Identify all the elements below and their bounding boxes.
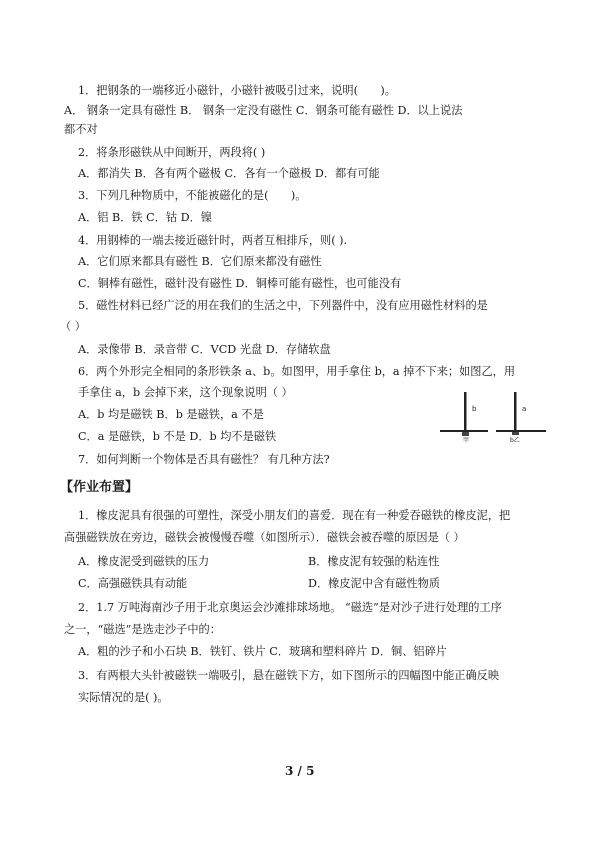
question-2-options: A．都消失 B．各有两个磁极 C．各有一个磁极 D．都有可能	[78, 167, 380, 180]
question-5-blank: （ ）	[60, 320, 86, 333]
homework-1-option-a: A．橡皮泥受到磁铁的压力	[78, 555, 210, 568]
question-7: 7．如何判断一个物体是否具有磁性？ 有几种方法?	[78, 453, 330, 466]
homework-3-cont: 实际情况的是( )。	[78, 691, 169, 704]
page-number: 3 / 5	[285, 764, 315, 778]
question-5: 5．磁性材料已经广泛的用在我们的生活之中，下列器件中，没有应用磁性材料的是	[78, 299, 488, 312]
question-6-options-ab: A．b 均是磁铁 B．b 是磁铁，a 不是	[78, 408, 264, 421]
table-left	[440, 430, 488, 432]
question-4-options-cd: C．铜棒有磁性，磁针没有磁性 D．铜棒可能有磁性，也可能没有	[78, 277, 402, 290]
question-4-options-ab: A．它们原来都具有磁性 B．它们原来都没有磁性	[78, 255, 322, 268]
table-right	[496, 430, 546, 432]
homework-1: 1．橡皮泥具有很强的可塑性，深受小朋友们的喜爱．现在有一种爱吞磁铁的橡皮泥，把	[78, 509, 511, 522]
homework-2-options: A．粗的沙子和小石块 B．铁钉、铁片 C．玻璃和塑料碎片 D．铜、铝碎片	[78, 645, 447, 658]
section-title: 【作业布置】	[60, 480, 139, 495]
magnet-figure	[436, 384, 548, 444]
homework-2: 2．1.7 万吨海南沙子用于北京奥运会沙滩排球场地。 “磁选”是对沙子进行处理的工序	[78, 601, 502, 614]
bar-b-left	[464, 392, 467, 430]
label-b-left: b	[472, 405, 477, 413]
homework-2-cont: 之一，“磁选”是选走沙子中的：	[64, 623, 221, 636]
bar-b-right	[512, 432, 519, 435]
caption-left: 甲	[463, 437, 470, 444]
question-1-options: A． 钢条一定具有磁性 B． 钢条一定没有磁性 C．钢条可能有磁性 D．以上说法	[64, 104, 463, 117]
question-3: 3．下列几种物质中，不能被磁化的是( )。	[78, 189, 307, 202]
question-1: 1．把钢条的一端移近小磁针，小磁针被吸引过来，说明( )。	[78, 84, 396, 97]
label-a-right: a	[522, 405, 527, 413]
homework-1-option-d: D．橡皮泥中含有磁性物质	[308, 577, 441, 590]
bar-a-right	[514, 392, 517, 430]
question-3-options: A．铝 B．铁 C．钴 D．镍	[78, 211, 212, 224]
question-2: 2．将条形磁铁从中间断开，两段将( )	[78, 146, 266, 159]
question-6: 6．两个外形完全相同的条形铁条 a、b。如图甲，用手拿住 b，a 掉不下来；如图乙，用	[78, 365, 516, 378]
question-5-options: A．录像带 B．录音带 C．VCD 光盘 D．存储软盘	[78, 343, 331, 356]
homework-1-option-b: B．橡皮泥有较强的粘连性	[308, 555, 440, 568]
question-1-options-cont: 都不对	[64, 123, 98, 136]
caption-right: b乙	[510, 437, 520, 444]
question-6-options-cd: C．a 是磁铁，b 不是 D．b 均不是磁铁	[78, 430, 277, 443]
homework-3: 3．有两根大头针被磁铁一端吸引，悬在磁铁下方，如下图所示的四幅图中能正确反映	[78, 669, 500, 682]
homework-1-option-c: C．高强磁铁具有动能	[78, 577, 188, 590]
homework-1-cont: 高强磁铁放在旁边，磁铁会被慢慢吞噬（如图所示）．磁铁会被吞噬的原因是（ ）	[64, 531, 465, 544]
question-4: 4．用钢棒的一端去接近磁针时，两者互相排斥，则( ).	[78, 234, 348, 247]
question-6-cont: 手拿住 a，b 会掉下来，这个现象说明（ ）	[78, 386, 293, 399]
bar-a-left	[462, 432, 469, 436]
